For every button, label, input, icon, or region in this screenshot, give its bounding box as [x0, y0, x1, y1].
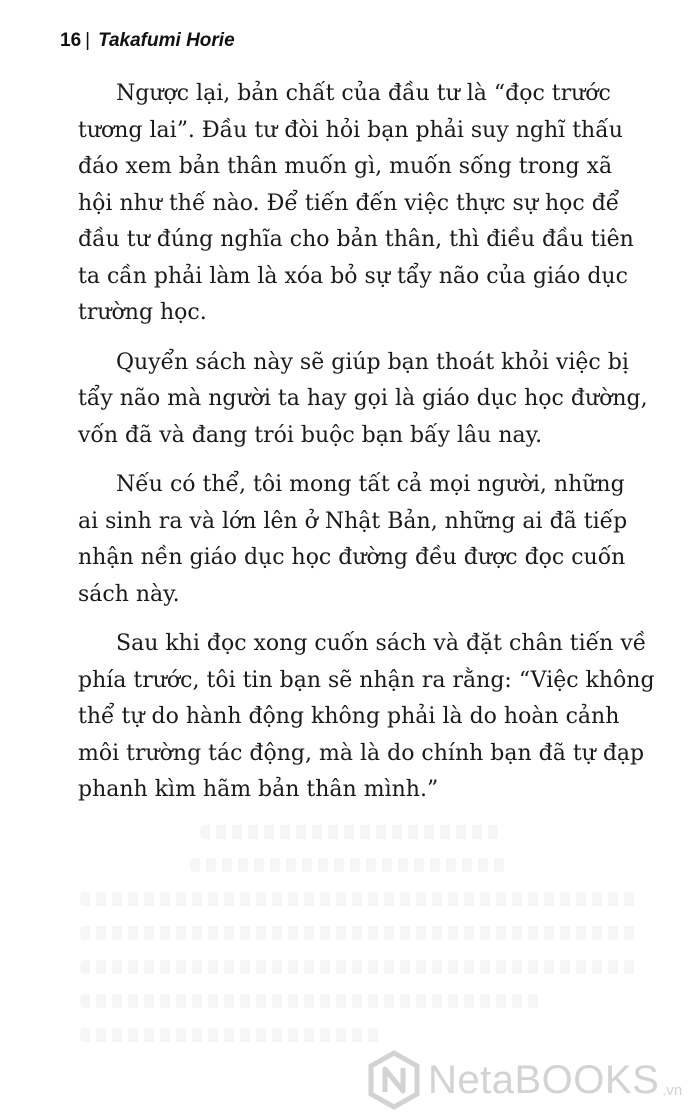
watermark-name: NetaBOOKS — [428, 1057, 660, 1102]
text-line: Ngược lại, bản chất của đầu tư là “đọc trước — [116, 81, 611, 106]
paragraph — [78, 626, 655, 809]
text-line: tương lai”. Đầu tư đòi hỏi bạn phải suy nghĩ thấu — [78, 117, 623, 143]
text-line: Quyển sách này sẽ giúp bạn thoát khỏi việc bị — [116, 349, 629, 375]
text-line: hội như thế nào. Để tiến đến việc thực sự học để — [78, 190, 620, 216]
netabooks-logo-icon — [368, 1050, 420, 1110]
text-line: nhận nền giáo dục học đường đều được đọc cuốn — [78, 545, 626, 570]
paragraph — [78, 467, 646, 613]
watermark-suffix: .vn — [662, 1082, 683, 1099]
text-line: vốn đã và đang trói buộc bạn bấy lâu nay. — [78, 422, 543, 448]
text-line: đầu tư đúng nghĩa cho bản thân, thì điều đầu tiên — [78, 227, 634, 252]
text-line: Sau khi đọc xong cuốn sách và đặt chân tiến về — [116, 631, 647, 656]
text-line: ta cần phải làm là xóa bỏ sự tẩy não của giáo dục — [78, 263, 628, 289]
text-line: sách này. — [78, 581, 180, 607]
text-line: trường học. — [78, 300, 207, 325]
show-through-texture — [80, 892, 640, 906]
page-number: 16 — [60, 30, 82, 51]
text-line: môi trường tác động, mà là do chính bạn đã tự đạp — [78, 740, 645, 766]
page-header — [60, 30, 235, 52]
show-through-texture — [80, 994, 540, 1008]
show-through-texture — [190, 858, 510, 872]
paragraph — [78, 76, 646, 332]
paragraph — [78, 345, 646, 455]
text-line: phía trước, tôi tin bạn sẽ nhận ra rằng: “Việc không — [78, 667, 655, 693]
show-through-texture — [80, 926, 640, 940]
author-name: Takafumi Horie — [98, 30, 235, 51]
watermark — [368, 1045, 690, 1115]
text-line: ai sinh ra và lớn lên ở Nhật Bản, những ai đã tiếp — [78, 508, 628, 534]
text-line: thể tự do hành động không phải là do hoàn cảnh — [78, 704, 620, 729]
header-separator: | — [85, 30, 91, 51]
text-line: Nếu có thể, tôi mong tất cả mọi người, những — [116, 472, 625, 497]
show-through-texture — [80, 1028, 380, 1042]
show-through-texture — [200, 825, 500, 839]
show-through-texture — [80, 960, 640, 974]
text-line: đáo xem bản thân muốn gì, muốn sống trong xã — [78, 154, 613, 179]
text-line: phanh kìm hãm bản thân mình.” — [78, 777, 439, 802]
text-line: tẩy não mà người ta hay gọi là giáo dục học đường, — [78, 386, 648, 411]
body-text — [78, 76, 655, 809]
